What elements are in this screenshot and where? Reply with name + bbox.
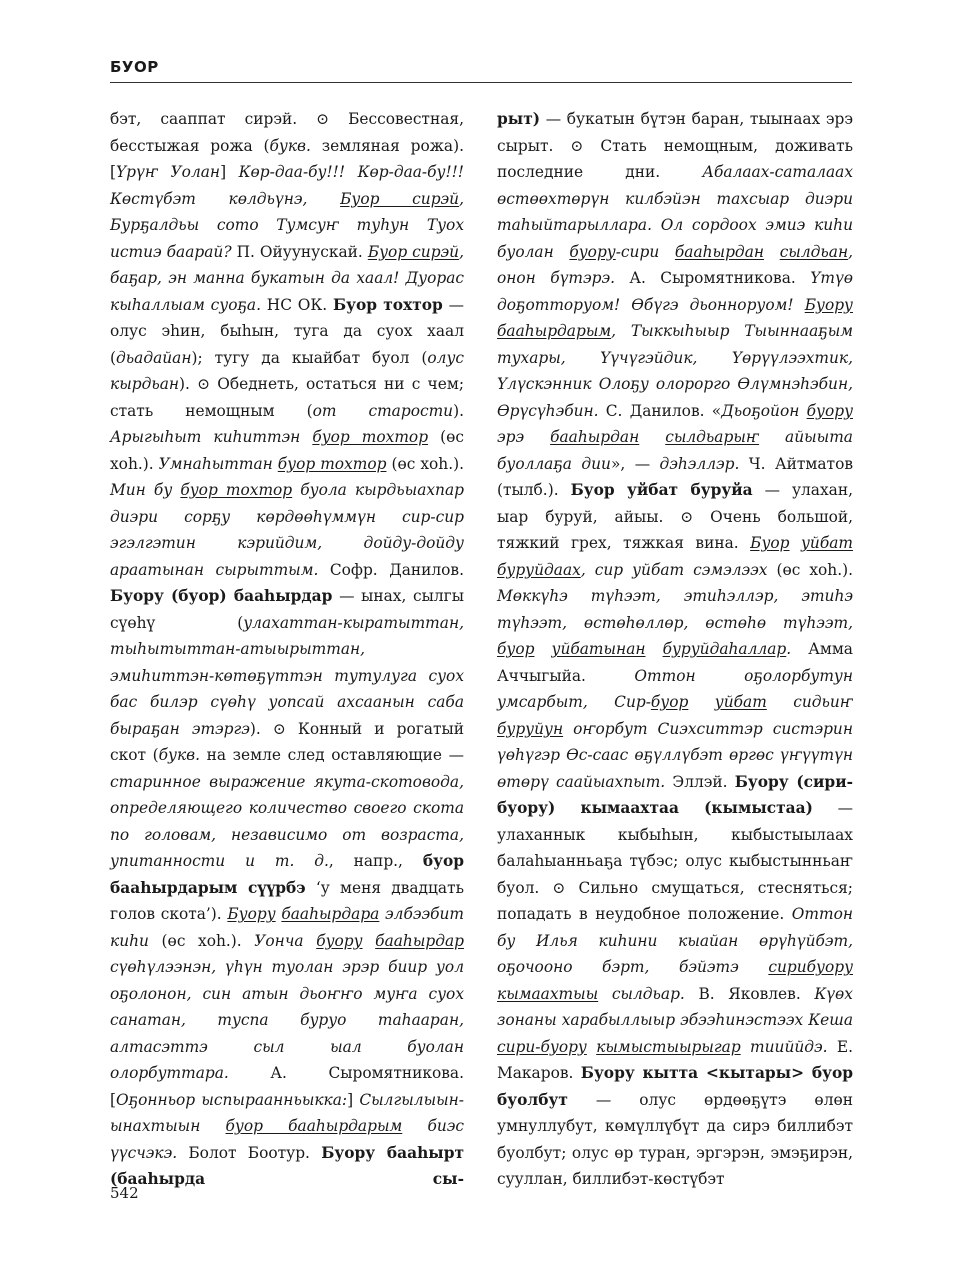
right-column-text: рыт) — букатын бүтэн баран, тыынаах эрэ сырыт. ⊙ Стать немощным, доживать последние дни. Абалаах-саталаах өстөөхтөрүн килбэйэн тахсыар диэри таһыйтарыллара. Ол сордоох эмиэ киһи буолан буору-сири бааһырдан сылдьан, онон бүтэрэ. А. Сыромятникова. Үтүө доҕотторуом! Өбүгэ дьонноруом! Буору бааһырдарым, Тыккыһыыр Тыыннааҕым тухары, Үүчүгэйдик, Үөрүүлээхтик, Үлүскэнник Олоҕу олорорго Өлүмнэһэбин, Өрүсүһэбин. С. Данилов. «Дьоҕойон буору эрэ бааһырдан сылдьарыҥ айыыта буоллаҕа дии», — дэһэллэр. Ч. Айтматов (тылб.). Буор уйбат буруйа — улахан, ыар буруй, айыы. ⊙ Очень большой, тяжкий грех, тяжкая вина. Буор уйбат буруйдаах, сир уйбат сэмэлээх (өс хоһ.). Мөккүһэ түһээт, этиһэллэр, этиһэ түһээт, өстөһөллөр, өстөһө түһээт, буор уйбатынан буруйдаһаллар. Амма Аччыгыйа. Оттон оҕолорбутун умсарбыт, Сир-буор уйбат сидьиҥ буруйун оҥорбут Сиэхситтэр систэрин үөһүгэр Өс-саас өҕүллүбэт өргөс үҥүүтүн өтөрү саайыахпыт. Эллэй. Буору (сири-буору) кымаахтаа (кымыстаа) — улаханнык кыбыһын, кыбыстыылаах балаһыанньаҕа түбэс; олус кыбыстынньаҥ буол. ⊙ Сильно смущаться, стесняться; попадать в неудобное положение. Оттон бу Илья киһини кыайан өрүһүйбэт, оҕочооно бэрт, бэйэтэ сирибуору кымаахтыы сылдьар. В. Яковлев. Күөх зонаны харабыллыыр эбээһинэстээх Кеша сири-буору кымыстыырыгар тииййдэ. Е. Макаров. Буору кытта <кытары> буор буолбут — олус өрдөөҕүтэ өлөн умнуллубут, көмүллүбүт да сирэ биллибэт буолбут; олус өр туран, эргэрэн, эмэҕирэн, сууллан, биллибэт-көстүбэт: [497, 110, 853, 1188]
running-header: [110, 58, 852, 83]
page-number: 542: [110, 1184, 139, 1202]
header-title: БУОР: [110, 58, 159, 76]
left-column: [110, 106, 464, 1193]
left-column-text: бэт, сааппат сирэй. ⊙ Бессовестная, бесстыжая рожа (букв. земляная рожа). [Үрүҥ Уолан] Көр-даа-бу!!! Көр-даа-бу!!! Көстүбэт көлдьүнэ, Буор сирэй, Бурҕалдьы сото Тумсуҥ туһун Туох истиэ баарай? П. Ойуунускай. Буор сирэй, баҕар, эн манна букатын да хаал! Дуорас кыһаллыам суоҕа. НС ОК. Буор тохтор — олус эһин, быһын, туга да суох хаал (дьадайан); тугу да кыайбат буол (олус кырдьан). ⊙ Обеднеть, остаться ни с чем; стать немощным (от старости). Арыгыһыт киһиттэн буор тохтор (өс хоһ.). Умнаһыттан буор тохтор (өс хоһ.). Мин бу буор тохтор буола кырдьыахпар диэри сорҕу көрдөөһүммүн сир-сир эгэлгэтин кэрийдим, дойду-дойду араатынан сырыттым. Софр. Данилов. Буору (буор) бааһырдар — ынах, сылгы сүөһү (улахаттан-кыратыттан, тыһытыттан-атыырыттан, эмиһиттэн-көтөҕүттэн тутулуга суох бас билэр сүөһү уопсай ахсаанын саба быраҕан этэргэ). ⊙ Конный и рогатый скот (букв. на земле след оставляющие — старинное выражение якута-скотовода, определяющего количество своего скота по головам, независимо от возраста, упитанности и т. д., напр., буор бааһырдарым сүүрбэ ‘у меня двадцать голов скота’). Буору бааһырдара элбээбит киһи (өс хоһ.). Уонча буору бааһырдар сүөһүлээнэн, үһүн туолан эрэр биир уол оҕолонон, син атын дьоҥҥо муҥа суох санатан, туспа буруо таһааран, алтасэттэ сыл ыал буолан олорбуттара. А. Сыромятникова. [Оҕонньор ыспыраанньыкка:] Сылгылыын-ынахтыын буор бааһырдарым биэс үүсчэкэ. Болот Боотур. Буору бааһырт (бааһырда сы-: [110, 110, 464, 1188]
right-column: [497, 106, 853, 1193]
